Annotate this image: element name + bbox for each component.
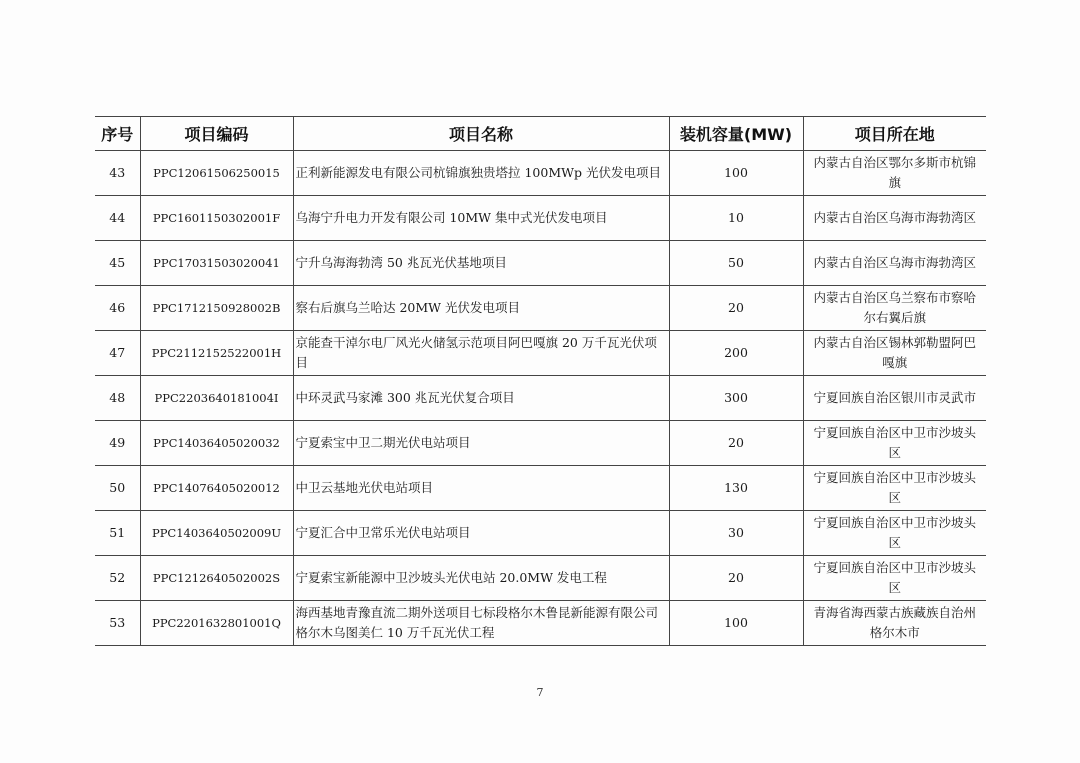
cell-capacity: 100	[669, 151, 803, 196]
table-row	[95, 331, 986, 376]
cell-location: 宁夏回族自治区中卫市沙坡头区	[803, 511, 986, 556]
page-number: 7	[536, 686, 544, 699]
cell-code: PPC1403640502009U	[140, 511, 293, 556]
cell-code: PPC12061506250015	[140, 151, 293, 196]
header-name: 项目名称	[293, 117, 669, 151]
cell-seq: 47	[95, 331, 140, 376]
table-row	[95, 241, 986, 286]
header-code: 项目编码	[140, 117, 293, 151]
cell-name: 察右后旗乌兰哈达 20MW 光伏发电项目	[293, 286, 669, 331]
project-table	[95, 116, 986, 646]
cell-location: 内蒙古自治区乌兰察布市察哈尔右翼后旗	[803, 286, 986, 331]
cell-capacity: 50	[669, 241, 803, 286]
cell-capacity: 20	[669, 421, 803, 466]
cell-location: 内蒙古自治区鄂尔多斯市杭锦旗	[803, 151, 986, 196]
cell-location: 宁夏回族自治区中卫市沙坡头区	[803, 421, 986, 466]
cell-seq: 46	[95, 286, 140, 331]
header-seq: 序号	[95, 117, 140, 151]
cell-capacity: 100	[669, 601, 803, 646]
cell-location: 宁夏回族自治区银川市灵武市	[803, 376, 986, 421]
cell-code: PPC2112152522001H	[140, 331, 293, 376]
cell-code: PPC1212640502002S	[140, 556, 293, 601]
cell-name: 宁升乌海海勃湾 50 兆瓦光伏基地项目	[293, 241, 669, 286]
cell-seq: 49	[95, 421, 140, 466]
cell-seq: 53	[95, 601, 140, 646]
cell-capacity: 20	[669, 556, 803, 601]
cell-name: 乌海宁升电力开发有限公司 10MW 集中式光伏发电项目	[293, 196, 669, 241]
cell-seq: 50	[95, 466, 140, 511]
cell-code: PPC14036405020032	[140, 421, 293, 466]
cell-code: PPC17031503020041	[140, 241, 293, 286]
table-row	[95, 601, 986, 646]
table-row	[95, 196, 986, 241]
table-row	[95, 151, 986, 196]
cell-seq: 52	[95, 556, 140, 601]
table-row	[95, 511, 986, 556]
cell-name: 宁夏索宝中卫二期光伏电站项目	[293, 421, 669, 466]
cell-location: 青海省海西蒙古族藏族自治州格尔木市	[803, 601, 986, 646]
cell-name: 宁夏索宝新能源中卫沙坡头光伏电站 20.0MW 发电工程	[293, 556, 669, 601]
header-capacity: 装机容量(MW)	[669, 117, 803, 151]
cell-capacity: 20	[669, 286, 803, 331]
cell-name: 中卫云基地光伏电站项目	[293, 466, 669, 511]
cell-capacity: 10	[669, 196, 803, 241]
cell-name: 正利新能源发电有限公司杭锦旗独贵塔拉 100MWp 光伏发电项目	[293, 151, 669, 196]
cell-seq: 44	[95, 196, 140, 241]
cell-location: 内蒙古自治区乌海市海勃湾区	[803, 196, 986, 241]
cell-seq: 43	[95, 151, 140, 196]
cell-name: 宁夏汇合中卫常乐光伏电站项目	[293, 511, 669, 556]
cell-code: PPC14076405020012	[140, 466, 293, 511]
cell-location: 宁夏回族自治区中卫市沙坡头区	[803, 466, 986, 511]
cell-seq: 48	[95, 376, 140, 421]
cell-capacity: 300	[669, 376, 803, 421]
cell-capacity: 200	[669, 331, 803, 376]
cell-location: 宁夏回族自治区中卫市沙坡头区	[803, 556, 986, 601]
table-row	[95, 556, 986, 601]
cell-capacity: 130	[669, 466, 803, 511]
table-row	[95, 421, 986, 466]
table-row	[95, 286, 986, 331]
cell-seq: 51	[95, 511, 140, 556]
cell-name: 中环灵武马家滩 300 兆瓦光伏复合项目	[293, 376, 669, 421]
cell-code: PPC1712150928002B	[140, 286, 293, 331]
cell-code: PPC1601150302001F	[140, 196, 293, 241]
cell-capacity: 30	[669, 511, 803, 556]
header-location: 项目所在地	[803, 117, 986, 151]
cell-code: PPC2201632801001Q	[140, 601, 293, 646]
cell-seq: 45	[95, 241, 140, 286]
table-header-row	[95, 117, 986, 151]
cell-name: 海西基地青豫直流二期外送项目七标段格尔木鲁昆新能源有限公司格尔木乌图美仁 10 万千瓦光伏工程	[293, 601, 669, 646]
table-row	[95, 376, 986, 421]
table-row	[95, 466, 986, 511]
cell-code: PPC2203640181004I	[140, 376, 293, 421]
cell-location: 内蒙古自治区锡林郭勒盟阿巴嘎旗	[803, 331, 986, 376]
cell-name: 京能查干淖尔电厂风光火储氢示范项目阿巴嘎旗 20 万千瓦光伏项目	[293, 331, 669, 376]
cell-location: 内蒙古自治区乌海市海勃湾区	[803, 241, 986, 286]
